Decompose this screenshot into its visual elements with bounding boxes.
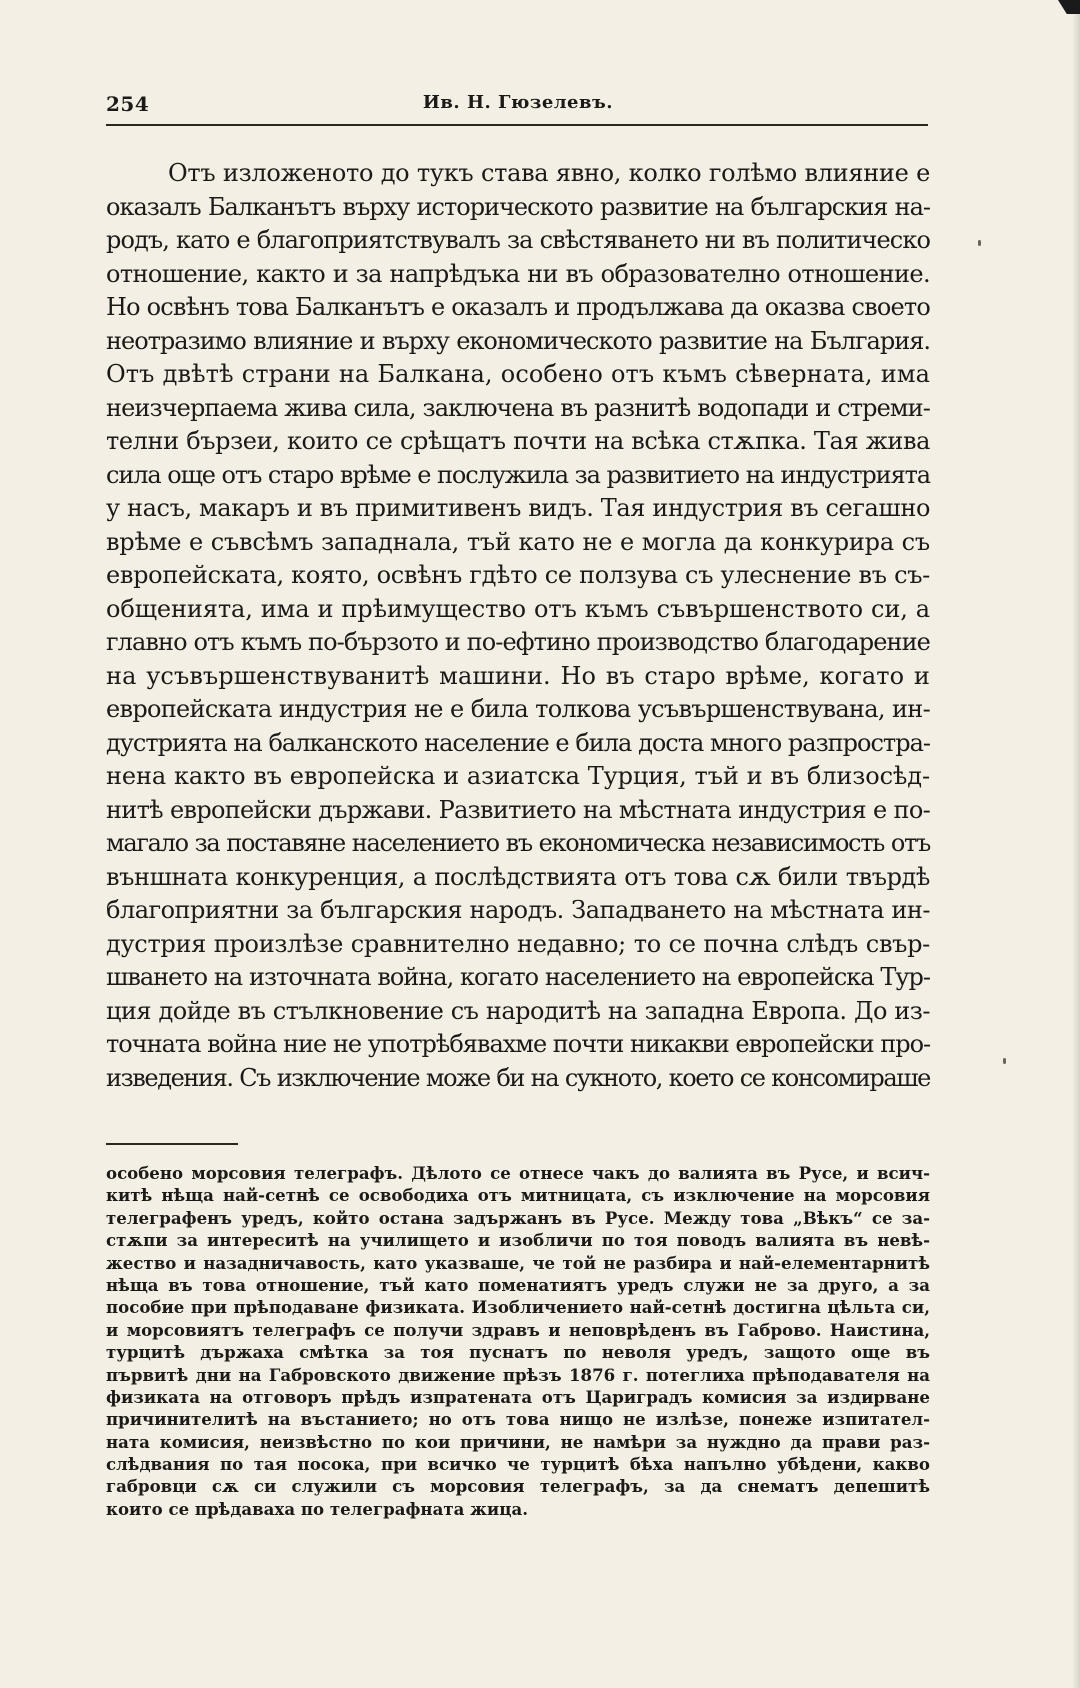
footnote-line: телеграфенъ уредъ, който остана задържанъ въ Русе. Между това „Вѣкъ“ се за- <box>106 1207 930 1228</box>
footnote-rule <box>106 1143 238 1145</box>
body-line: родъ, като е благоприятствувалъ за свѣстяването ни въ политическо <box>106 226 930 254</box>
footnote-line: китѣ нѣща най-сетнѣ се освободиха отъ митницата, съ изключение на морсовия <box>106 1185 930 1206</box>
body-line: дустрия произлѣзе сравнително недавно; то се почна слѣдъ свър- <box>106 929 930 958</box>
footnote-line: особено морсовия телеграфъ. Дѣлото се отнесе чакъ до валията въ Русе, и всич- <box>106 1163 930 1183</box>
body-line: европейската индустрия не е била толкова усъвършенствувана, ин- <box>106 695 930 723</box>
body-line: точната война ние не употрѣбявахме почти никакви европейски про- <box>106 1030 931 1058</box>
footnote-line: физиката на отговоръ прѣдъ изпратената отъ Цариградъ комисия за издирване <box>106 1386 930 1407</box>
footnote-line: ната комисия, неизвѣстно по кои причини, не намѣри за нуждно да прави раз- <box>106 1431 930 1452</box>
page-edge-shadow <box>1072 0 1080 1688</box>
body-line: отношение, както и за напрѣдъка ни въ образователно отношение. <box>106 259 930 288</box>
footnote-line: пособие при прѣподаване физиката. Изобличението най-сетнѣ достигна цѣльта си, <box>106 1297 930 1318</box>
body-line: европейската, която, освѣнъ гдѣто се ползува съ улеснение въ съ- <box>106 561 930 589</box>
footnote-line: причинителитѣ на въстанието; но отъ това нищо не излѣзе, понеже изпитател- <box>106 1409 930 1430</box>
page-number: 254 <box>106 92 150 116</box>
footnote <box>106 1162 930 1520</box>
body-line: магало за поставяне населението въ економическа независимость отъ <box>106 829 930 857</box>
footnote-line: габровци сѫ си служили съ морсовия телеграфъ, за да снематъ депешитѣ <box>106 1476 930 1497</box>
body-paragraph <box>106 157 930 1095</box>
footnote-line: които се прѣдаваха по телеграфната жица. <box>106 1498 528 1519</box>
footnote-line: нѣща въ това отношение, тъй като поменатиятъ уредъ служи не за друго, а за <box>106 1274 930 1295</box>
footnote-line: първитѣ дни на Габровското движение прѣзъ 1876 г. потеглиха прѣподавателя на <box>106 1364 930 1385</box>
body-line: шването на източната война, когато населението на европейска Тур- <box>106 963 930 991</box>
running-head: Ив. Н. Гюзелевъ. <box>422 92 614 113</box>
body-line: ция дойде въ стълкновение съ народитѣ на западна Европа. До из- <box>106 996 930 1025</box>
body-line: дустрията на балканското население е била доста много разпростра- <box>106 728 930 757</box>
body-line: външната конкуренция, а послѣдствията отъ това сѫ били твърдѣ <box>106 862 930 891</box>
footnote-line: стѫпи за интереситѣ на училището и изобличи по тоя поводъ валията въ невѣ- <box>106 1230 930 1251</box>
body-line: неизчерпаема жива сила, заключена въ разнитѣ водопади и стреми- <box>106 393 930 422</box>
body-line: врѣме е съвсѣмъ западнала, тъй като не е могла да конкурира съ <box>106 527 930 556</box>
footnote-line: слѣдвания по тая посока, при всичко че турцитѣ бѣха напълно убѣдени, какво <box>106 1454 930 1475</box>
body-line: нена както въ европейска и азиатска Турция, тъй и въ близосѣд- <box>106 762 930 790</box>
body-line: неотразимо влияние и върху економическото развитие на България. <box>106 326 930 355</box>
footnote-line: турцитѣ държаха смѣтка за тоя пуснатъ по неволя уредъ, защото още въ <box>106 1342 930 1363</box>
body-line: благоприятни за българския народъ. Западването на мѣстната ин- <box>106 896 930 924</box>
body-line: у насъ, макаръ и въ примитивенъ видъ. Тая индустрия въ сегашно <box>106 494 930 522</box>
body-line: нитѣ европейски държави. Развитието на мѣстната индустрия е по- <box>106 795 930 824</box>
body-line: изведения. Съ изключение може би на сукното, което се консомираше <box>106 1063 930 1092</box>
page-header <box>106 92 930 124</box>
body-line: Отъ двѣтѣ страни на Балкана, особено отъ къмъ сѣверната, има <box>106 360 930 388</box>
footnote-line: и морсовиятъ телеграфъ се получи здравъ и неповрѣденъ въ Габрово. Наистина, <box>106 1319 930 1340</box>
header-rule <box>106 124 928 126</box>
paper-speck <box>978 240 981 246</box>
body-line: Отъ изложеното до тукъ става явно, колко голѣмо влияние е <box>168 159 930 187</box>
corner-mark <box>1058 0 1080 14</box>
body-line: главно отъ къмъ по-бързото и по-ефтино производство благодарение <box>106 628 930 656</box>
footnote-line: жество и назадничавость, като указваше, че той не разбира и най-елементарнитѣ <box>106 1252 930 1273</box>
paper-speck <box>1003 1058 1006 1064</box>
body-line: общенията, има и прѣимущество отъ къмъ съвършенството си, а <box>106 594 930 623</box>
body-line: сила още отъ старо врѣме е послужила за развитието на индустрията <box>106 460 930 489</box>
body-line: Но освѣнъ това Балканътъ е оказалъ и продължава да оказва своето <box>106 293 930 321</box>
body-line: оказалъ Балканътъ върху историческото развитие на българския на- <box>106 192 930 221</box>
body-line: на усъвършенствуванитѣ машини. Но въ старо врѣме, когато и <box>106 661 930 690</box>
body-line: телни бързеи, които се срѣщатъ почти на всѣка стѫпка. Тая жива <box>106 427 930 455</box>
